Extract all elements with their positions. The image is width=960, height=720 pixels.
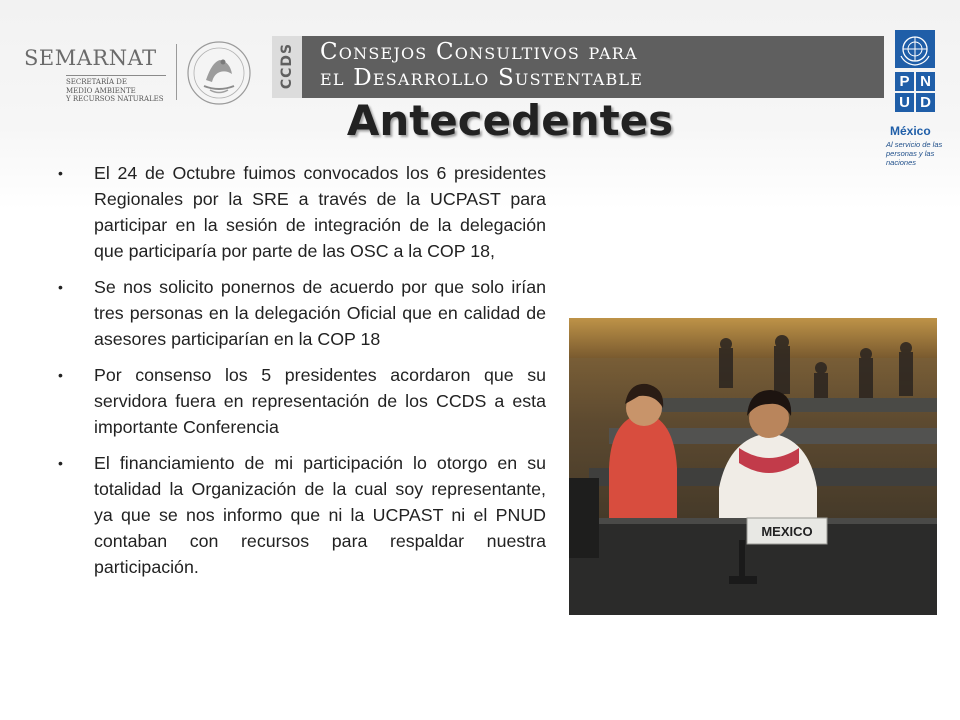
pnud-letter-n: N: [916, 72, 935, 91]
bullet-item: [58, 274, 546, 352]
pnud-country: México: [890, 124, 931, 138]
bullet-text: Se nos solicito ponernos de acuerdo por que solo irían tres personas en la delegación Oficial que en calidad de asesores participarían en la COP 18: [94, 277, 546, 349]
bullet-dot-icon: •: [58, 279, 63, 295]
bullet-dot-icon: •: [58, 367, 63, 383]
bullet-text: El 24 de Octubre fuimos convocados los 6 presidentes Regionales por la SRE a través de la UCPAST para participar en la sesión de integración de la delegación que participaría por parte de las OSC a la COP 18,: [94, 163, 546, 261]
pnud-letter-d: D: [916, 93, 935, 112]
pnud-tagline: Al servicio de las personas y las naciones: [886, 140, 943, 167]
semarnat-rule: [66, 75, 166, 76]
bullet-text: El financiamiento de mi participación lo otorgo en su totalidad la Organización de la cual soy representante, ya que se nos informo que ni la UCPAST ni el PNUD contaban con recursos para respaldar nuestra participación.: [94, 453, 546, 577]
pnud-letter-p: P: [895, 72, 914, 91]
bullet-list: [58, 160, 546, 590]
ccds-title-line1: Consejos Consultivos para: [320, 39, 638, 65]
logo-divider: [176, 44, 177, 100]
pnud-letter-u: U: [895, 93, 914, 112]
slide-title: Antecedentes: [346, 96, 674, 145]
conference-photo: [569, 318, 937, 615]
ccds-acronym: CCDS: [279, 42, 295, 90]
bullet-item: [58, 160, 546, 264]
semarnat-name: SEMARNAT: [24, 46, 157, 70]
ccds-tab: [272, 36, 302, 98]
semarnat-sub-line: MEDIO AMBIENTE: [66, 86, 136, 95]
un-emblem-icon: [895, 30, 935, 68]
semarnat-sub-line: Y RECURSOS NATURALES: [66, 95, 164, 103]
bullet-text: Por consenso los 5 presidentes acordaron que su servidora fuera en representación de los CCDS a esta importante Conferencia: [94, 365, 546, 437]
ccds-title-line2: el Desarrollo Sustentable: [320, 65, 644, 91]
un-globe-icon: [895, 30, 935, 68]
bullet-dot-icon: •: [58, 455, 63, 471]
nameplate-text: MEXICO: [761, 524, 813, 539]
semarnat-sub-line: SECRETARÍA DE: [66, 78, 128, 86]
bullet-item: [58, 362, 546, 440]
ccds-banner: [272, 36, 884, 98]
bullet-dot-icon: •: [58, 165, 63, 181]
bullet-item: [58, 450, 546, 580]
